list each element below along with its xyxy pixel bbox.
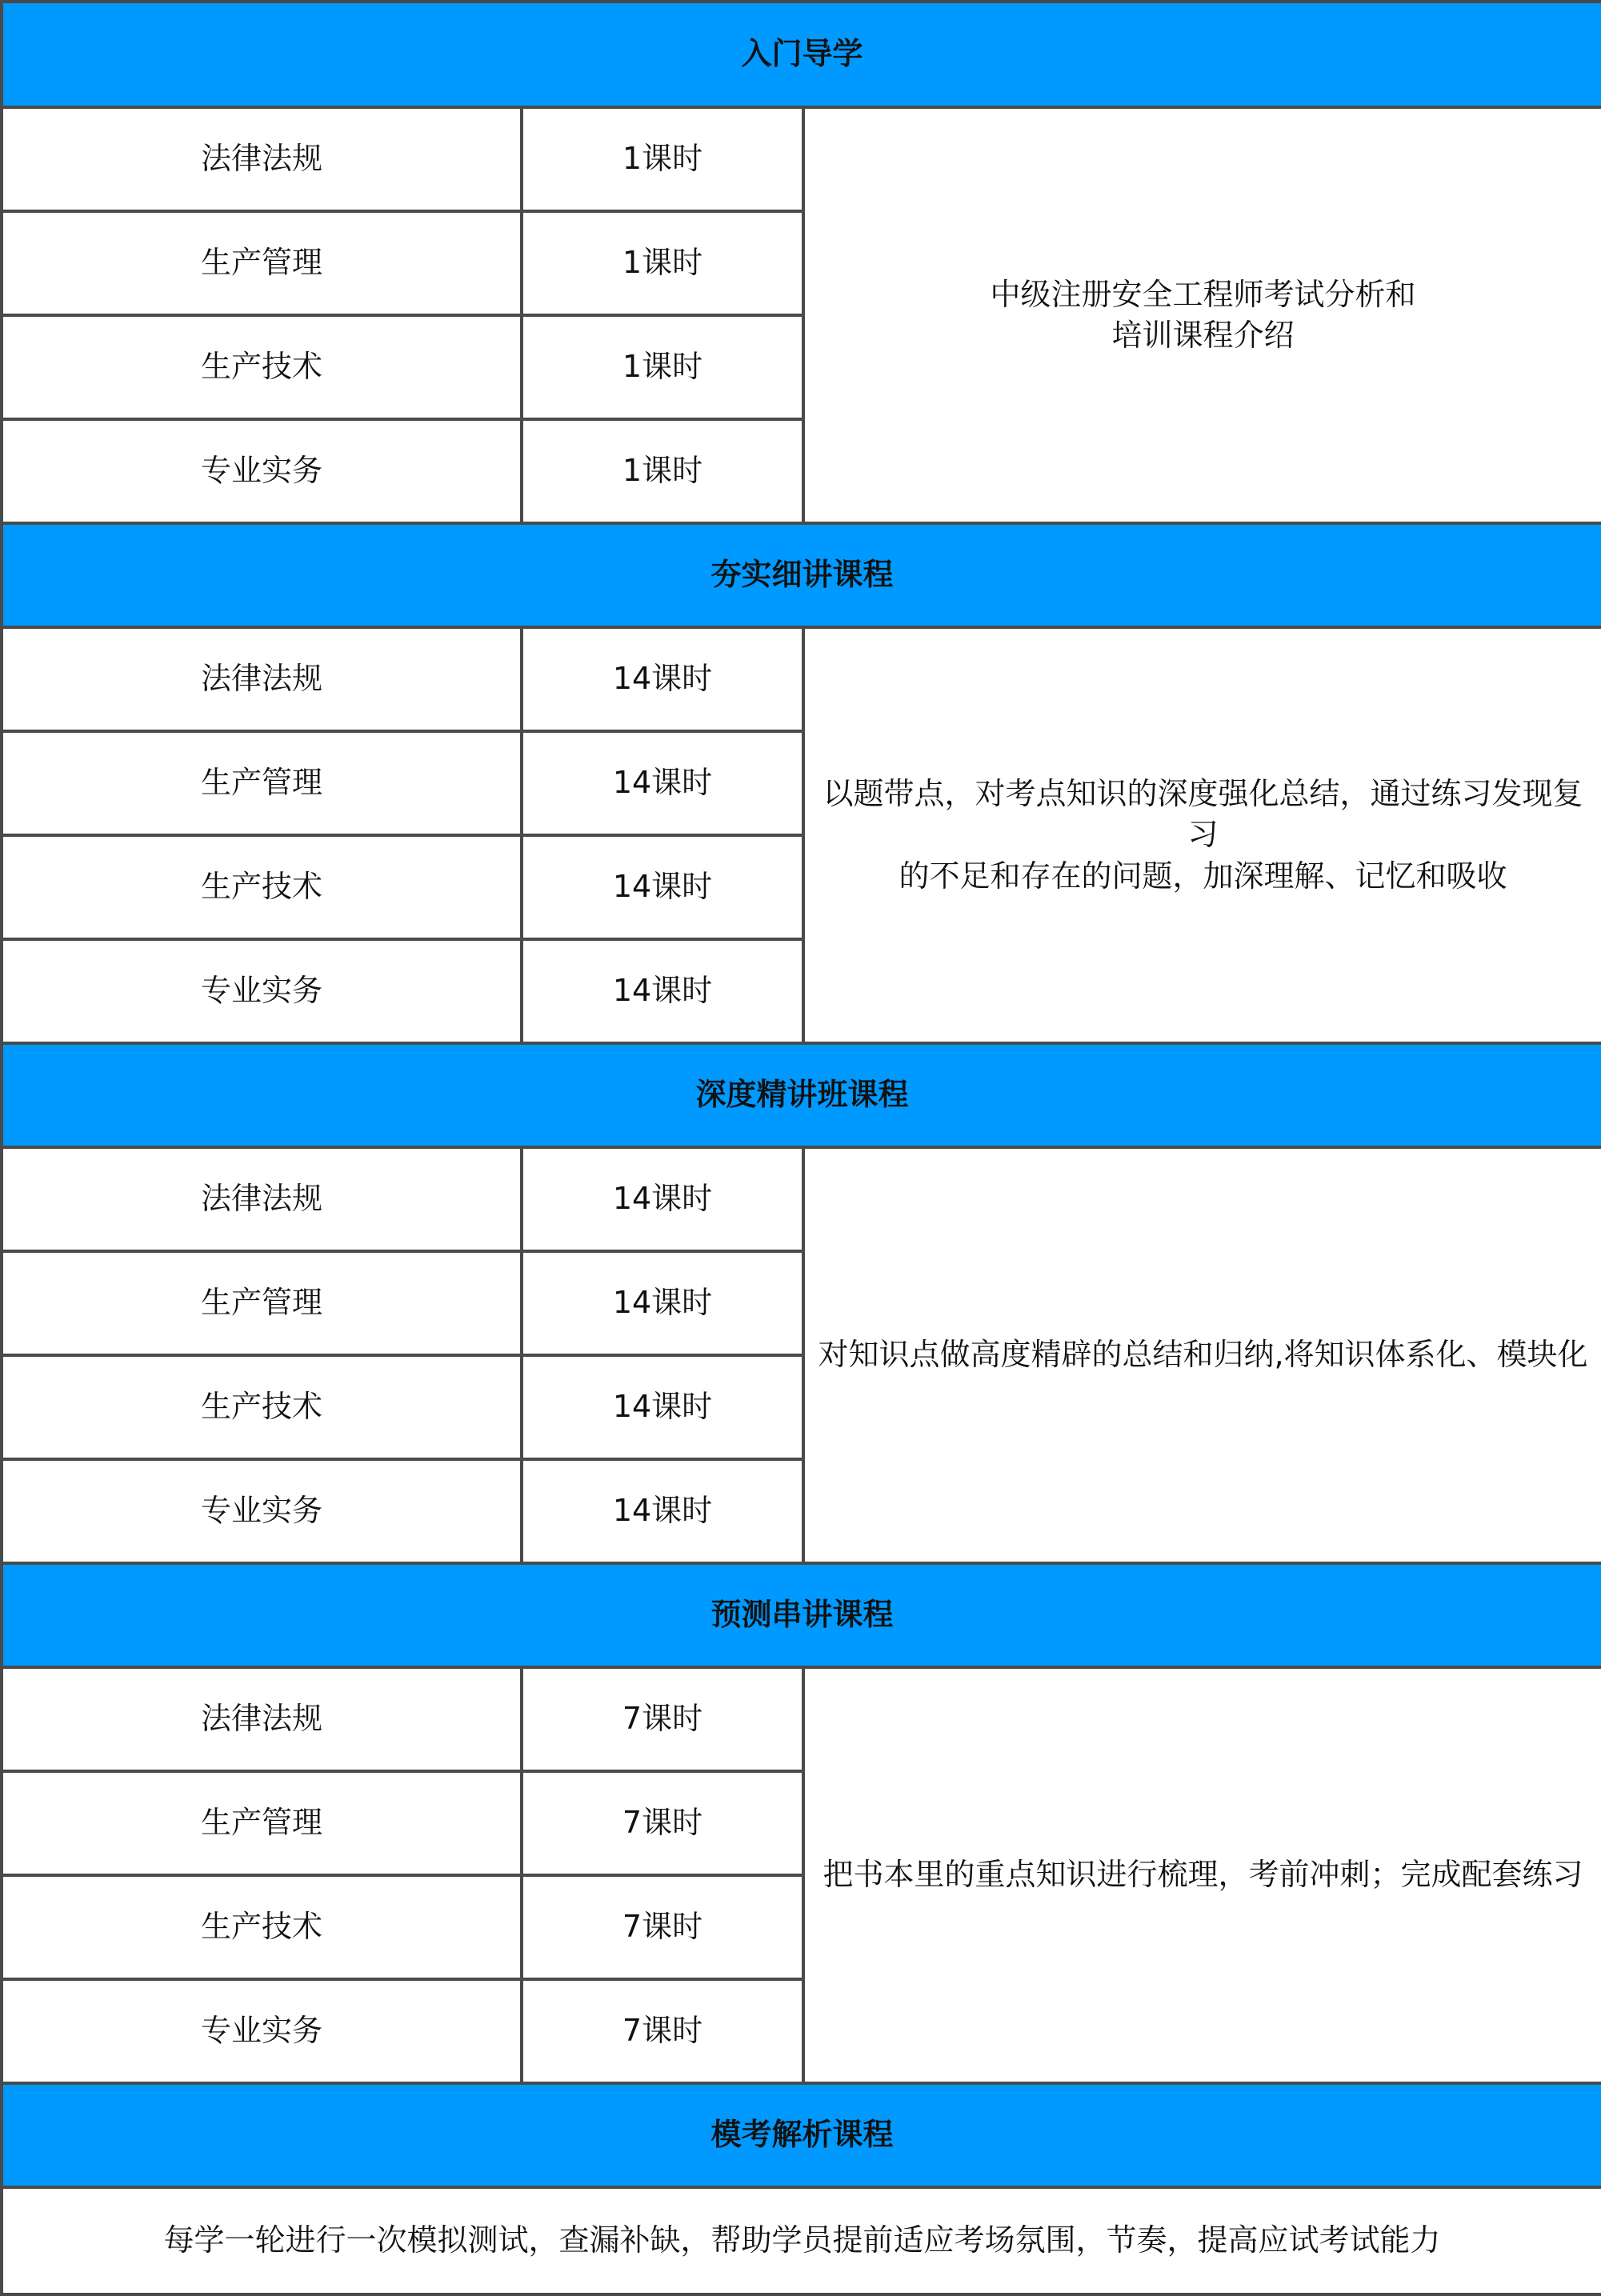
hours-cell: 7课时: [522, 1979, 803, 2083]
subject-cell: 法律法规: [2, 1147, 522, 1251]
subject-cell: 专业实务: [2, 1459, 522, 1563]
section-description: [803, 1667, 1601, 2083]
subject-cell: 生产管理: [2, 1771, 522, 1875]
section-description: [803, 627, 1601, 1043]
hours-cell: 14课时: [522, 1147, 803, 1251]
section-header-mock-exam: 模考解析课程: [2, 2083, 1601, 2187]
hours-cell: 1课时: [522, 419, 803, 523]
description-line: 中级注册安全工程师考试分析和: [990, 276, 1416, 312]
section-header-foundation: 夯实细讲课程: [2, 523, 1601, 627]
hours-cell: 1课时: [522, 107, 803, 211]
hours-cell: 7课时: [522, 1771, 803, 1875]
mock-exam-description: 每学一轮进行一次模拟测试，查漏补缺，帮助学员提前适应考场氛围，节奏，提高应试考试能力: [2, 2187, 1601, 2294]
hours-cell: 14课时: [522, 1251, 803, 1355]
description-line: 以题带点，对考点知识的深度强化总结，通过练习发现复习: [823, 776, 1583, 853]
subject-cell: 法律法规: [2, 627, 522, 731]
hours-cell: 14课时: [522, 939, 803, 1043]
subject-cell: 法律法规: [2, 107, 522, 211]
subject-cell: 生产管理: [2, 1251, 522, 1355]
hours-cell: 1课时: [522, 315, 803, 419]
subject-cell: 生产管理: [2, 211, 522, 315]
subject-cell: 生产技术: [2, 1355, 522, 1459]
subject-cell: 生产技术: [2, 315, 522, 419]
hours-cell: 7课时: [522, 1875, 803, 1979]
section-description: [803, 107, 1601, 523]
hours-cell: 7课时: [522, 1667, 803, 1771]
subject-cell: 生产管理: [2, 731, 522, 835]
section-description: [803, 1147, 1601, 1563]
hours-cell: 14课时: [522, 835, 803, 939]
section-header-forecast: 预测串讲课程: [2, 1563, 1601, 1667]
subject-cell: 专业实务: [2, 419, 522, 523]
hours-cell: 14课时: [522, 1459, 803, 1563]
subject-cell: 法律法规: [2, 1667, 522, 1771]
subject-cell: 专业实务: [2, 939, 522, 1043]
hours-cell: 14课时: [522, 731, 803, 835]
description-line: 把书本里的重点知识进行梳理，考前冲刺；完成配套练习: [823, 1857, 1583, 1893]
hours-cell: 1课时: [522, 211, 803, 315]
hours-cell: 14课时: [522, 627, 803, 731]
subject-cell: 生产技术: [2, 1875, 522, 1979]
section-header-intro: 入门导学: [2, 2, 1601, 107]
description-line: 的不足和存在的问题，加深理解、记忆和吸收: [899, 858, 1507, 894]
description-line: 对知识点做高度精辟的总结和归纳,将知识体系化、模块化: [818, 1337, 1588, 1373]
description-line: 培训课程介绍: [1111, 318, 1295, 353]
subject-cell: 专业实务: [2, 1979, 522, 2083]
section-header-intensive: 深度精讲班课程: [2, 1043, 1601, 1147]
hours-cell: 14课时: [522, 1355, 803, 1459]
subject-cell: 生产技术: [2, 835, 522, 939]
